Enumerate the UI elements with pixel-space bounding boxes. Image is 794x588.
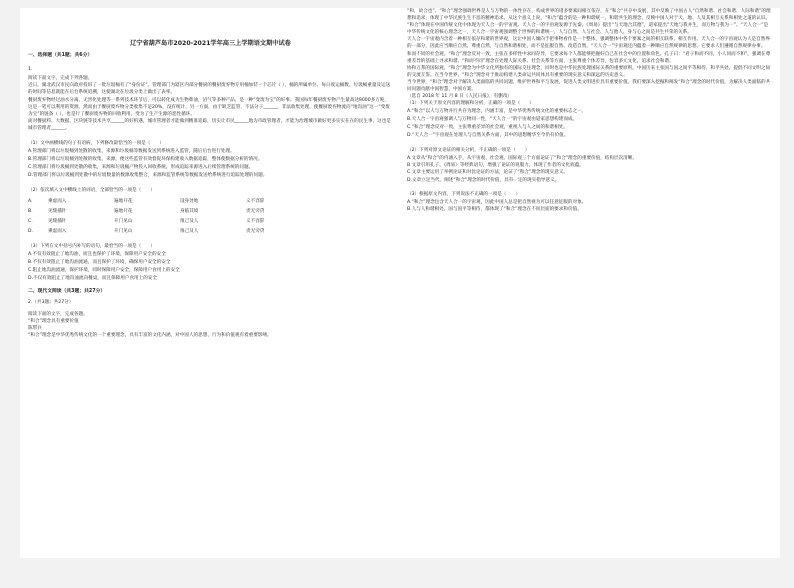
passage-paragraph-3: 面对餐厨料、大数据、区块链等技术共享______的好机遇，城市管理者才能做到精准追踪，切实让市民______地为市政管理者，才能为治理城市做好更多实实在在的民生事，这也是城市管理者______。 — [28, 119, 391, 132]
section-2-heading: 二、现代文阅读（共3题；共27分） — [28, 288, 106, 294]
right-column — [407, 8, 772, 558]
subquestion-3-stem: （3）下列在文中括号内补写的语句，最恰当的一项是（ ） — [28, 243, 155, 249]
reading-question-3-stem: （3）根据原文内容，下列说法不正确的一项是（ ） — [407, 191, 521, 197]
subquestion-2-stem: （2）依次填入文中横线上的词语，全部恰当的一项是（ ） — [28, 187, 155, 193]
subquestion-3-option-a: A.不仅有效阻止了地沟油，而且也保护了环境，保障用户安全的安全 — [28, 251, 166, 257]
article-title: “和合”理念具有重要价值 — [28, 318, 79, 324]
reading-question-1-option-d: D.“天人合一”宇宙观在处理人与自然关系方面，其中的思想精华至今仍有价值。 — [407, 133, 569, 139]
opt-word: 推己及人 — [180, 228, 199, 234]
left-column — [28, 8, 393, 588]
exam-sheet — [20, 8, 780, 558]
opt-word: 开门见山 — [114, 218, 133, 224]
passage-paragraph-1: 近日，湖北武汉市民向政府投诉了一批垃圾桶有了“身份证”。管理部门为辖区内部分餐厨的餐厨废弃物专用桶加装一个芯片（ ），桶的所属单位、每日收运桶数、垃圾桶重量及运送的时间等信息就能在后台系统追溯，这使湖北在垃圾分类上做出了表率。 — [28, 83, 391, 96]
article-paragraph: 当今世界，“和合”理念对于解决人类面临的共同问题，维护世界和平与发展，促进人类文明进步具有重要价值。我们要深入挖掘和阐发“和合”理念的时代价值，为解决人类面临的共同问题贡献中国智慧、中国方案。 — [407, 79, 771, 93]
reading-question-2-option-c: C.文章主要运用了举例论证和对比论证的方法，论证了“和合”理念的现实意义。 — [407, 170, 569, 176]
article-source: （选自 2018 年 11 月 8 日《人民日报》，有删改） — [407, 94, 513, 100]
subquestion-3-option-c: C.阻止地沟油流通，保护环境，同时保障用户安全，保障用户食用上的安全 — [28, 267, 180, 273]
opt-letter: D. — [28, 228, 33, 234]
subquestion-3-option-b: B.不仅有效阻止了地沟油流通，而且保护了环境，确保用户安全的安全 — [28, 259, 171, 265]
exam-title: 辽宁省葫芦岛市2020-2021学年高三上学期语文期中试卷 — [130, 40, 291, 47]
opt-word: 乘虚而入 — [48, 228, 67, 234]
question-2-number: 2.（共3题；共27分） — [28, 299, 74, 305]
subquestion-2-options — [28, 197, 393, 237]
opt-word: 见缝插针 — [48, 208, 67, 214]
question-1-number: 1. — [28, 67, 33, 72]
subquestion-3-option-d: D.不仅有效阻止了地沟油流向餐桌，而且保障用户食用上的安全 — [28, 275, 158, 281]
article-paragraph: 协和万邦的国际观。“和合”理念为中华文化所独有的国际交往理念，同时也是中华民族处理国际关系的重要原则。中国历来主张国与国之间平等相待、和平共处，提倡不同文明之间的交流互鉴。在当今世界，“和合”理念对于推动构建人类命运共同体具有重要的现实意义和深远的历史意义。 — [407, 65, 771, 78]
opt-letter: A. — [28, 198, 33, 204]
reading-question-2-stem: （2）下列对原文论证的相关分析，不正确的一项是（ ） — [407, 148, 530, 154]
opt-word: 责无旁贷 — [246, 208, 265, 214]
reading-question-3-option-a: A.“和合”理念包含天人合一的宇宙观，因此中国人总是把自然视为可以任意征服的对象。 — [407, 199, 587, 205]
opt-word: 义不容辞 — [246, 198, 265, 204]
subquestion-1-option-b: B.管理部门将以垃圾桶到处散的收集，来源，便这些监管有效督促环保构建收入数据追踪，整体使数据分析的情况。 — [28, 156, 263, 162]
reading-question-1-option-b: B.天人合一宇宙观强调人与万物同一性，“天人合一”的宇宙观由道家思想构建而成。 — [407, 117, 578, 123]
subquestion-1-stem: （1）文中画横线的句子有语病，下列修改最恰当的一项是（ ） — [28, 140, 165, 146]
opt-word: 乘虚而入 — [48, 198, 67, 204]
opt-letter: C. — [28, 218, 33, 224]
reading-question-1-option-a: A.“和合”以人与万物并行共存为理念，内涵丰富，是中华优秀传统文化的重要标志之一。 — [407, 109, 587, 115]
opt-word: 责无旁贷 — [246, 228, 265, 234]
article-lead: “和合”理念是中华优秀传统文化的一个重要理念，具有丰富的文化内涵，对中国人的思想、行为和价值观有着重要影响。 — [28, 333, 272, 339]
reading-question-1-stem: （1）下列关于原文内容的理解和分析，正确的一项是（ ） — [407, 101, 534, 107]
reading-question-2-option-b: B.文章引用孔子、《周易》等经典语句，增强了论证的说服力，体现了作者的文化底蕴。 — [407, 163, 584, 169]
reading-question-2-option-d: D.文章立足当代，阐述“和合”理念的时代价值，具有一定的现实指导意义。 — [407, 177, 560, 183]
opt-word: 开门见山 — [114, 228, 133, 234]
subquestion-1-option-c: C.管理部门将垃圾桶到处散的收集，来源和垃圾桶产物投入回收系统，形成追踪来源进入后续管理系统的问题。 — [28, 164, 254, 170]
subquestion-1-option-a: A.管理部门将以垃圾桶到处散的收集，来源和垃圾桶等数据发送到系统进入监管，随后后台进行处理。 — [28, 148, 235, 154]
article-paragraph: 和而不同的社会观。“和合”理念反对一致，主张在多样性中求同存异，它要求每个人都能够把握好自己在社会中的位置和角色。孔子曰：“君子和而不同，小人同而不和”，强调在尊重差异的基础上寻求和谐。“和而不同”理念在处理人际关系、社会关系等方面，主张尊重个体差异，包容多元文化，追求社会和谐。 — [407, 51, 771, 64]
opt-word: 遍地开花 — [114, 198, 133, 204]
passage-paragraph-2: 餐厨废弃物经过油水分离、无害化处理等一系列技术环节后，可以转化成为生物柴油，沼气等多种产品，是一种“变废为宝”的好事。我国每年餐厨废弃物产生量高达9000多万吨，这是一笔可以利用的资源，然而由于餐厨废弃物分类收集不足20%，没有统计，另一方面，由于缺乏监管，不法分子______，非法收集处理，使餐厨废弃物流向“地沟油”这一“变废为宝”的链条（ ），也是行了餐厨废弃物的回收利用，变为了生产生源的恶性循环。 — [28, 97, 390, 118]
subquestion-1-option-d: D.管理部门将以垃圾桶到处散中的垃圾数量的数源收集整合，来源和监管系统等数据发送给系统进行追踪处理的问题。 — [28, 172, 268, 178]
reading-question-3-option-b: B.人与人和谐相处、国与国平等相待，都体现了“和合”理念在不同层面的要求和价值。 — [407, 206, 582, 212]
article-paragraph: 天人合一宇宙观内含着一种相互依存和谐的世界观，这让中国人倾向于把事物看作是一个整体，强调整体中各个要素之间的相互联系、相互作用。天人合一的宇宙观认为人是自然界的一部分，因此应当顺应自然、尊重自然，与自然和谐相处，而不是征服自然、改造自然。“天人合一”宇宙观还内蕴着一种顺应自然规律的思想，它要求人们遵循自然规律办事。 — [407, 37, 770, 50]
opt-word: 推己及人 — [180, 218, 199, 224]
opt-word: 遍地开花 — [114, 208, 133, 214]
question-1-intro: 阅读下面文字，完成下列各题。 — [28, 76, 93, 81]
question-2-intro: 阅读下面的文字，完成各题。 — [28, 311, 88, 317]
section-1-heading: 一、选择题（共1题；共6分） — [28, 53, 93, 58]
opt-word: 见缝插针 — [48, 218, 67, 224]
opt-letter: B. — [28, 208, 33, 214]
article-paragraph: “和合”体现在中国传统文化中体现为天人合一的宇宙观。天人合一的宇宙观发源于先秦。《周易》提出“与天地合其德”，道家提出“天地与我并生，而万物与我为一”。“天人合一”是中华传统文化的核心理念之一，天人合一宇宙观强调整个世界的和谐统一，人与自然、人与社会、人与他人、身与心之间是共生共荣的关系。 — [407, 23, 769, 36]
article-author: 陈带兵 — [28, 326, 42, 332]
opt-word: 义不容辞 — [246, 218, 265, 224]
reading-question-2-option-a: A.文章从“和合”的内涵入手，从宇宙观、社会观、国际观三个方面论证了“和合”理念的重要价值，结构层次清晰。 — [407, 156, 637, 162]
opt-word: 设身处地 — [180, 198, 199, 204]
reading-question-1-option-c: C.“和合”理念反对一致，主张尊重差异的社会观，重视人与人之间的和谐相处。 — [407, 125, 569, 131]
article-paragraph: “和，故合也”。“和合”理念强调世界是人与万物的一体性存在，构成世界的诸多要素间相互依存，在“和合”共存中发展，其中反映了中国古人“自然和谐、社会和谐、人际和谐”的理想和追求，体现了中华民族生生不息的精神追求。从这个意义上说，“和合”蕴含的是一种和谐统一、和谐共生的理念，反映中国人对于天、地、人及其相互关系和相处之道的认识。 — [407, 9, 771, 22]
opt-word: 身临其境 — [180, 208, 199, 214]
